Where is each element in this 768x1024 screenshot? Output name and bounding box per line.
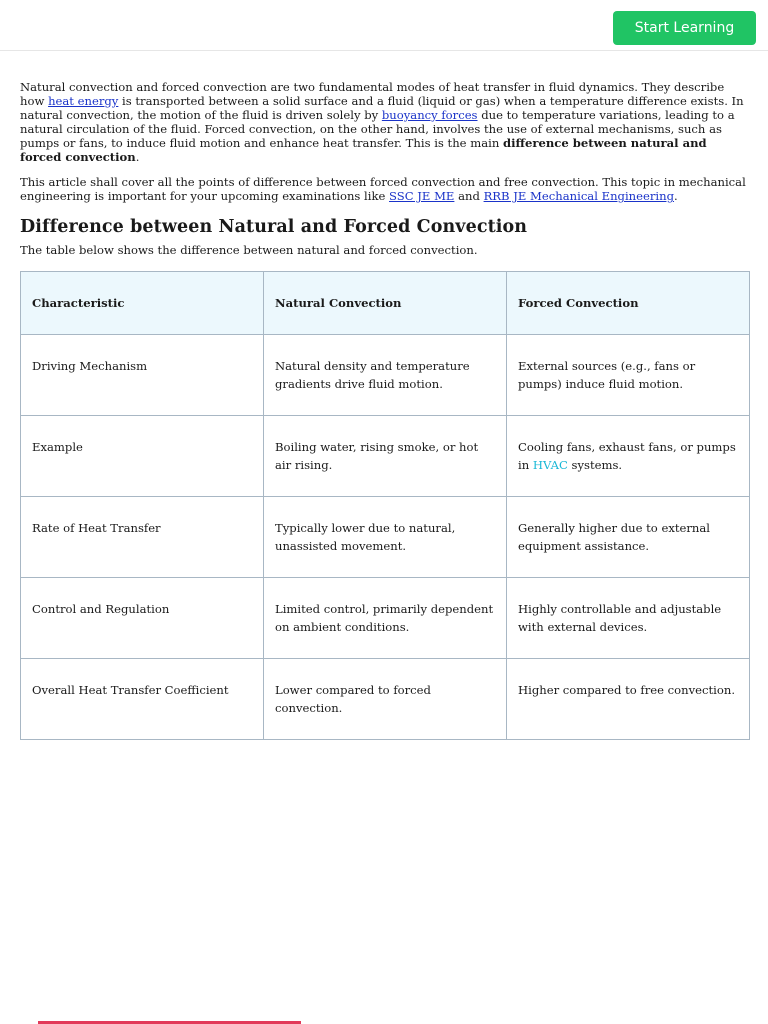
table-row xyxy=(21,335,750,416)
table-cell: Boiling water, rising smoke, or hot air rising. xyxy=(264,416,507,497)
hvac-link[interactable]: HVAC xyxy=(532,457,568,472)
intro-paragraph xyxy=(20,81,750,164)
table-row xyxy=(21,497,750,578)
table-cell: Control and Regulation xyxy=(21,578,264,659)
start-learning-button[interactable]: Start Learning xyxy=(613,11,756,45)
table-cell: Natural density and temperature gradients drive fluid motion. xyxy=(264,335,507,416)
table-cell: Typically lower due to natural, unassisted movement. xyxy=(264,497,507,578)
table-cell: External sources (e.g., fans or pumps) induce fluid motion. xyxy=(507,335,750,416)
ssc-je-me-link[interactable]: SSC JE ME xyxy=(389,189,455,204)
table-row xyxy=(21,659,750,740)
header-forced-convection: Forced Convection xyxy=(507,272,750,335)
table-header-row xyxy=(21,272,750,335)
table-cell: Overall Heat Transfer Coefficient xyxy=(21,659,264,740)
table-cell: Generally higher due to external equipment assistance. xyxy=(507,497,750,578)
scope-paragraph xyxy=(20,176,750,204)
intro-text-2: is transported between a solid surface and a fluid (liquid or gas) when a temperature difference exists. In natural convection, the motion of the fluid is driven solely by xyxy=(20,93,744,122)
intro-text-4: . xyxy=(135,149,140,164)
intro-text-1: Natural convection and forced convection are two fundamental modes of heat transfer in fluid dynamics. They describe how xyxy=(20,80,725,108)
intro-text-3: due to temperature variations, leading to a natural circulation of the fluid. Forced convection, on the other hand, involves the use of external mechanisms, such as pumps or fans, to induce fluid motion and enhance heat transfer. This is the main xyxy=(20,107,735,150)
header-characteristic: Characteristic xyxy=(21,272,264,335)
scope-text-3: . xyxy=(674,189,678,204)
scope-text-1: This article shall cover all the points of difference between forced convection and free convection. This topic in mechanical engineering is important for your upcoming examinations like xyxy=(20,175,746,204)
article-body xyxy=(20,81,750,258)
section-title: Difference between Natural and Forced Convection xyxy=(20,217,528,238)
header-natural-convection: Natural Convection xyxy=(264,272,507,335)
table-cell: Driving Mechanism xyxy=(21,335,264,416)
table-intro: The table below shows the difference between natural and forced convection. xyxy=(20,243,478,258)
scope-text-2: and xyxy=(454,189,484,204)
table-row xyxy=(21,578,750,659)
table-row xyxy=(21,416,750,497)
cell-text: Cooling fans, exhaust fans, or pumps in xyxy=(518,440,736,472)
cell-text: systems. xyxy=(567,457,623,472)
heat-energy-link[interactable]: heat energy xyxy=(48,93,119,108)
table-cell: Highly controllable and adjustable with external devices. xyxy=(507,578,750,659)
table-cell: Example xyxy=(21,416,264,497)
intro-bold-text: difference between natural and forced convection xyxy=(20,135,707,164)
table-cell: Rate of Heat Transfer xyxy=(21,497,264,578)
top-bar xyxy=(0,0,768,51)
table-cell: Higher compared to free convection. xyxy=(507,659,750,740)
table-cell: Limited control, primarily dependent on ambient conditions. xyxy=(264,578,507,659)
buoyancy-forces-link[interactable]: buoyancy forces xyxy=(381,107,478,122)
table-cell xyxy=(507,416,750,497)
rrb-je-mechanical-link[interactable]: RRB JE Mechanical Engineering xyxy=(483,189,675,204)
table-cell: Lower compared to forced convection. xyxy=(264,659,507,740)
comparison-table xyxy=(20,271,750,740)
